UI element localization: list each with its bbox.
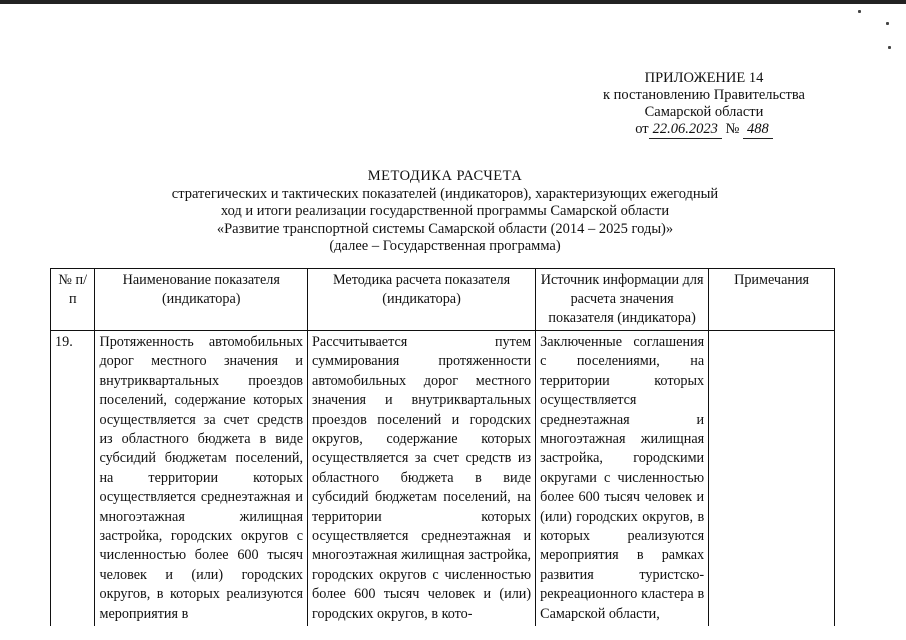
appendix-number: ПРИЛОЖЕНИЕ 14 bbox=[644, 70, 764, 86]
header-notes: Примечания bbox=[709, 269, 835, 331]
title-main: МЕТОДИКА РАСЧЕТА bbox=[367, 168, 523, 184]
header-name: Наименование показателя (индикатора) bbox=[95, 269, 308, 331]
scan-speck bbox=[886, 22, 889, 25]
appendix-date-line bbox=[584, 121, 824, 139]
row-notes bbox=[709, 331, 835, 627]
header-num: № п/п bbox=[51, 269, 95, 331]
header-method: Методика расчета показателя (индикатора) bbox=[308, 269, 536, 331]
header-source: Источник информации для расчета значения показателя (индикатора) bbox=[536, 269, 709, 331]
row-method: Рассчитывается путем суммирования протяженности автомобильных дорог местного значения и внутриквартальных проездов поселений и городских округов, содержание которых осуществляется за счет средств из областного бюджета в виде субсидий бюджетам поселений, на территории которых осуществляется среднеэтажная и многоэтажная жилищная застройка, городских округов с численностью более 600 тысяч человек и (или) городских округов, в кото- bbox=[308, 331, 536, 627]
row-source: Заключенные соглашения с поселениями, на территории которых осуществляется среднеэтажная и многоэтажная жилищная застройка, городскими округами с численностью более 600 тысяч человек и (или) городских округов, в которых реализуются мероприятия в рамках развития туристско-рекреационного кластера в Самарской области, bbox=[536, 331, 709, 627]
scan-speck bbox=[858, 10, 861, 13]
appendix-resolution: к постановлению Правительства bbox=[603, 87, 805, 103]
title-line-2: ход и итоги реализации государственной программы Самарской области bbox=[220, 203, 670, 219]
scan-speck bbox=[888, 46, 891, 49]
row-number: 19. bbox=[51, 331, 95, 627]
title-line-3: «Развитие транспортной системы Самарской области (2014 – 2025 годы)» bbox=[216, 220, 674, 237]
appendix-region: Самарской области bbox=[644, 104, 764, 120]
appendix-header bbox=[584, 70, 824, 139]
number-label: № bbox=[725, 121, 740, 137]
date-prefix: от bbox=[635, 121, 649, 137]
row-indicator-name: Протяженность автомобильных дорог местного значения и внутриквартальных проездов поселений, содержание которых осуществляется за счет средств из областного бюджета в виде субсидий бюджетам поселений, на территории которых осуществляется среднеэтажная и многоэтажная жилищная застройка, городских округов с численностью более 600 тысяч человек и (или) городских округов, в которых реализуются мероприятия в bbox=[95, 331, 308, 627]
indicators-table bbox=[50, 268, 835, 626]
document-title bbox=[120, 168, 770, 256]
handwritten-date: 22.06.2023 bbox=[649, 121, 722, 139]
scan-top-border bbox=[0, 0, 906, 4]
table-header-row bbox=[51, 269, 835, 331]
title-line-4: (далее – Государственная программа) bbox=[329, 238, 561, 254]
title-line-1: стратегических и тактических показателей (индикаторов), характеризующих ежегодный bbox=[171, 185, 719, 202]
handwritten-number: 488 bbox=[743, 121, 773, 139]
table-row bbox=[51, 331, 835, 627]
